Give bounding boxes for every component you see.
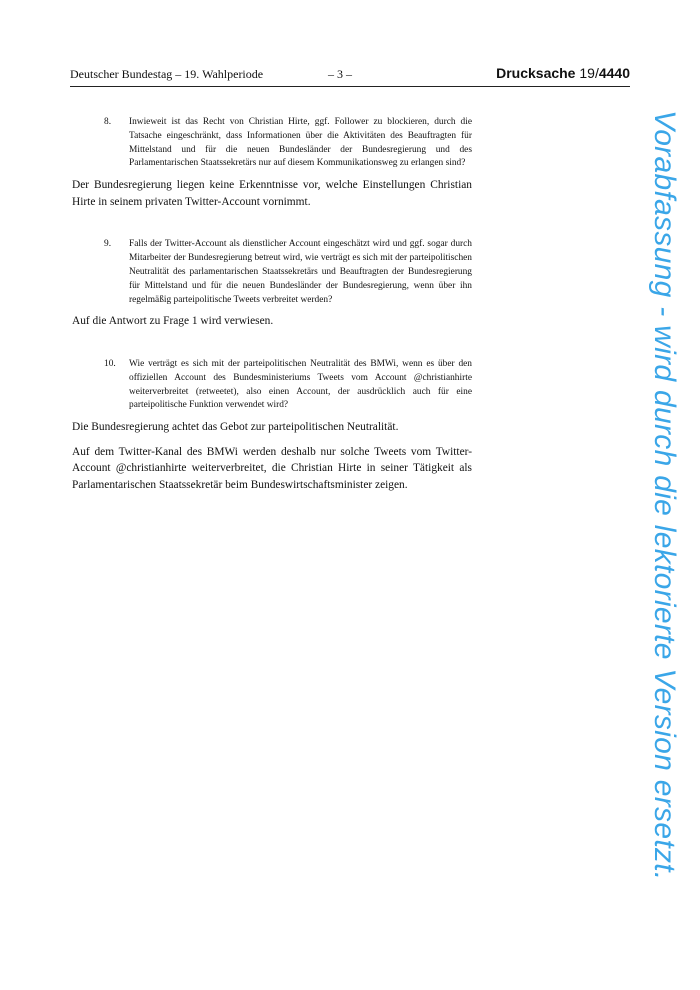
question-9: [72, 238, 472, 307]
question-text: Inwieweit ist das Recht von Christian Hirte, ggf. Follower zu blockieren, durch die Tatsache eingeschränkt, dass Informationen über die Aktivitäten des Beauftragten für Mittelstand und für die neuen Bundesländer der Bundesregierung und des Parlamentarischen Staatssekretärs nur auf diesem Kommunikationsweg zu erlangen sind?: [129, 117, 472, 169]
document-body: [72, 116, 472, 494]
question-text: Falls der Twitter-Account als dienstlicher Account eingeschätzt wird und ggf. sogar durch Mitarbeiter der Bundesregierung betreut wird, wie verträgt es sich mit der parteipolitischen Neutralität des parlamentarischen Staatssekretärs und Beauftragten der Bundesregierung für Mittelstand und für die neuen Bundesländer der Bundesregierung, wenn über ihn regelmäßig parteipolitische Tweets verbreitet werden?: [129, 239, 472, 305]
header-parliament: Deutscher Bundestag – 19. Wahlperiode: [70, 67, 264, 81]
draft-watermark: Vorabfassung - wird durch die lektorierte Version ersetzt.: [648, 110, 681, 881]
header-drucksache-label: Drucksache: [496, 65, 576, 81]
question-8: [72, 116, 472, 171]
answer-8: Der Bundesregierung liegen keine Erkenntnisse vor, welche Einstellungen Christian Hirte in seinem privaten Twitter-Account vornimmt.: [72, 179, 472, 208]
question-number: 8.: [104, 117, 112, 127]
header-number-prefix: 19/: [579, 65, 599, 81]
question-number: 9.: [104, 239, 112, 250]
header-page-number: – 3 –: [328, 67, 352, 81]
answer-10-neutrality: Die Bundesregierung achtet das Gebot zur parteipolitischen Neutralität.: [72, 421, 399, 434]
question-text: Wie verträgt es sich mit der parteipolitischen Neutralität des BMWi, wenn es über den offiziellen Account des Bundesministeriums Tweets vom Account @christianhirte weiterverbreitet (retweetet), also einen Account, der ausdrücklich auch für eine parteipolitische Funktion verwendet wird?: [129, 358, 472, 411]
header-number: 4440: [598, 65, 630, 81]
question-10: [72, 358, 472, 413]
answer-9: Auf die Antwort zu Frage 1 wird verwiesen.: [72, 315, 274, 328]
page-header: [70, 66, 630, 87]
answer-10-twitter-channel: Auf dem Twitter-Kanal des BMWi werden deshalb nur solche Tweets vom Twitter-Account @christianhirte weiterverbreitet, die Christian Hirte in seiner Tätigkeit als Parlamentarischen Staatssekretär beim Bundeswirtschaftsminister zeigen.: [72, 445, 472, 491]
question-number: 10.: [104, 358, 116, 369]
header-document-id: [496, 64, 630, 82]
